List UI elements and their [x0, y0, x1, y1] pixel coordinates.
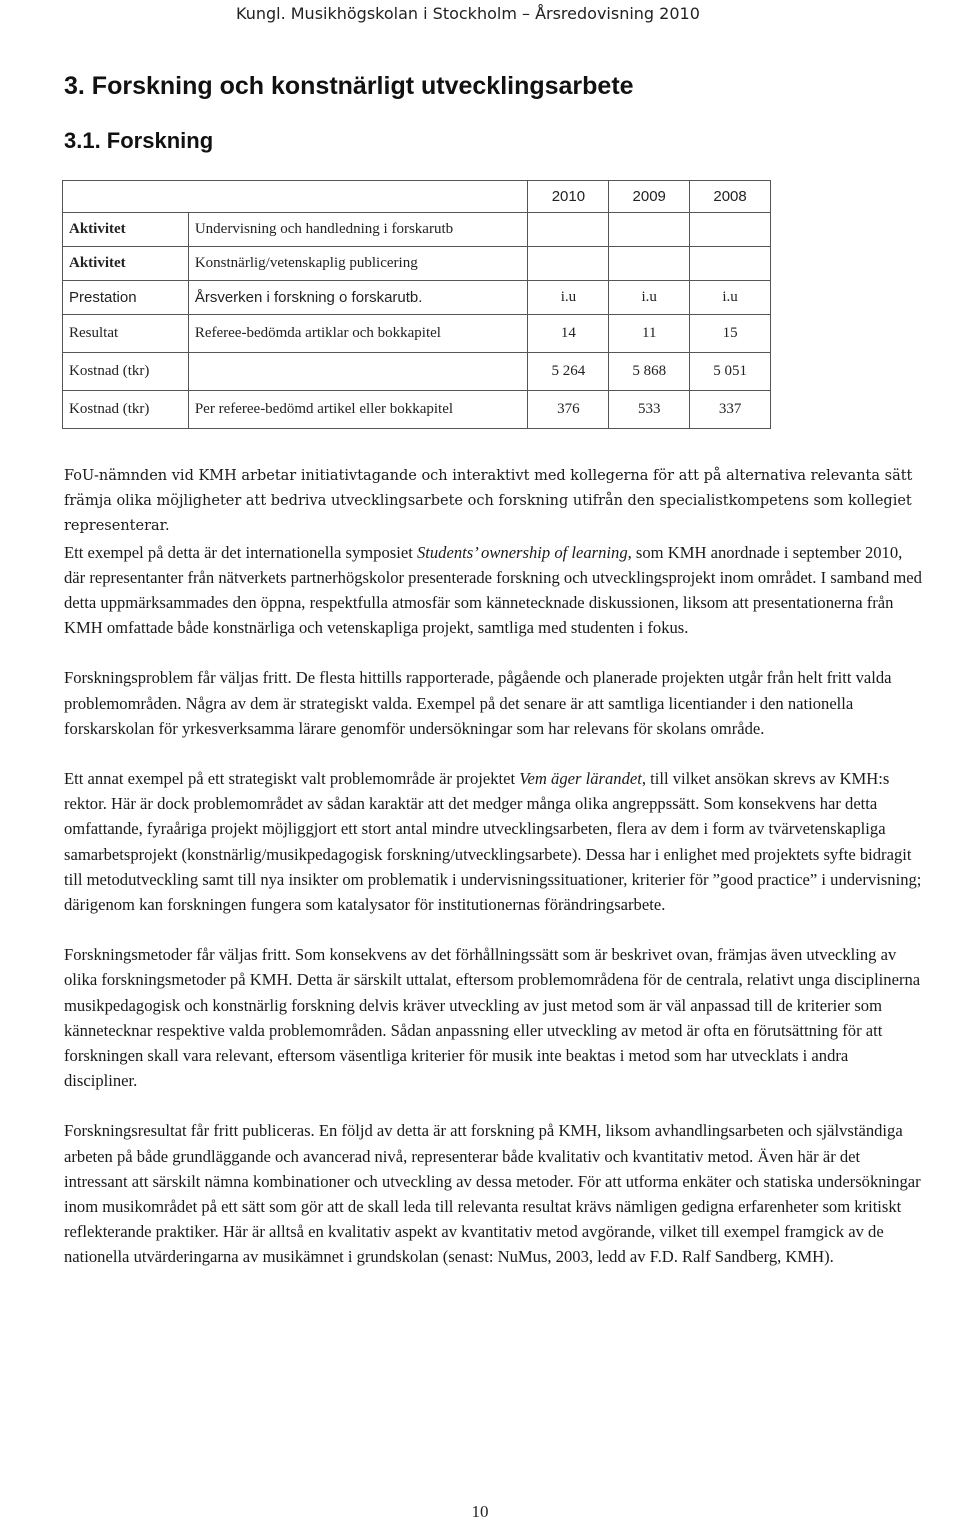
row-value: 5 264	[528, 353, 609, 391]
table-header-cell	[63, 181, 189, 213]
table-header-cell	[188, 181, 528, 213]
row-value	[609, 213, 690, 247]
project-title: Vem äger lärandet	[519, 769, 642, 789]
page-number: 10	[471, 1502, 489, 1521]
paragraph-text: Forskningsresultat får fritt publiceras. En följd av detta är att forskning på KMH, liksom avhandlingsarbeten och självständiga arbeten på både grundläggande och avancerad nivå, representerar både kvalitativ och kvantitativ metod. Även här är det intressant att särskilt nämna kombinationer och utveckling av dessa metoder. För att utforma enkäter och statiska undersökningar inom musikområdet på ett sätt som gör att de skall leda till relevanta resultat krävs nämligen gedigna erfarenheter som kritiskt reflekterande praktiker. Här är alltså en kvalitativ aspekt av kvantitativ metod avgörande, vilket till exempel framgick av de nationella utvärderingarna av musikämnet i grundskolan (senast: NuMus, 2003, ledd av F.D. Ralf Sandberg, KMH).	[64, 1121, 921, 1267]
subsection-heading: 3.1. Forskning	[64, 128, 214, 153]
row-value: i.u	[609, 281, 690, 315]
row-value: 15	[690, 315, 771, 353]
row-label: Kostnad (tkr)	[63, 391, 189, 429]
symposium-title: Students’ ownership of learning	[416, 542, 628, 562]
paragraph	[64, 766, 924, 917]
table-row	[63, 281, 771, 315]
paragraph-text: Forskningsmetoder får väljas fritt. Som konsekvens av det förhållningssätt som är beskrivet ovan, främjas även utveckling av olika forskningsmetoder på KMH. Detta är särskilt uttalat, eftersom problemområdena för de centrala, relativt unga disciplinerna musikpedagogisk och konstnärlig forskning delvis kräver utveckling av just metod som är väl anpassad till de kriterier som kännetecknar respektive valda problemområden. Sådan anpassning eller utveckling av metod är ofta en förutsättning för att forskningen skall vara relevant, eftersom väsentliga kriterier för musik inte beaktas i metod som har utvecklats i andra discipliner.	[64, 945, 921, 1091]
row-value	[690, 247, 771, 281]
running-header: Kungl. Musikhögskolan i Stockholm – Årsredovisning 2010	[236, 4, 700, 23]
row-description: Årsverken i forskning o forskarutb.	[188, 281, 528, 315]
paragraph	[64, 464, 924, 540]
body-text	[64, 464, 924, 1295]
table-row	[63, 213, 771, 247]
table-row	[63, 391, 771, 429]
row-label: Aktivitet	[63, 247, 189, 281]
row-value: i.u	[528, 281, 609, 315]
row-description: Per referee-bedömd artikel eller bokkapitel	[188, 391, 528, 429]
row-value: 5 868	[609, 353, 690, 391]
paragraph-text: FoU-nämnden vid KMH arbetar initiativtagande och interaktivt med kollegerna för att på alternativa relevanta sätt främja olika möjligheter att bedriva utvecklingsarbete och forskning utifrån den specialistkompetens som kollegiet representerar.	[64, 468, 913, 535]
row-value: 376	[528, 391, 609, 429]
row-value: 5 051	[690, 353, 771, 391]
paragraph-text: , till vilket ansökan skrevs av KMH:s rektor. Här är dock problemområdet av sådan karaktär att det medger många olika angreppssätt. Som konsekvens har detta omfattande, fyraåriga projekt möjliggjort ett stort antal mindre utvecklingsarbeten, flera av dem i form av tvärvetenskapliga samarbetsprojekt (konstnärlig/musikpedagogisk forskning/utvecklingsarbete). Dessa har i enlighet med projektets syfte bidragit till metodutveckling samt till nya insikter om problematik i undervisningssituationer, kriterier för ”good practice” i undervisning; därigenom kan forskningen fungera som katalysator för institutionernas förändringsarbete.	[64, 769, 922, 915]
table-header-row	[63, 181, 771, 213]
row-label: Kostnad (tkr)	[63, 353, 189, 391]
year-header: 2008	[690, 181, 771, 213]
row-value	[528, 247, 609, 281]
row-value	[609, 247, 690, 281]
research-stats-table	[62, 180, 771, 429]
table-row	[63, 315, 771, 353]
row-label: Prestation	[63, 281, 189, 315]
row-value	[690, 213, 771, 247]
row-label: Resultat	[63, 315, 189, 353]
paragraph-text: , som KMH anordnade i september 2010, där representanter från nätverkets partnerhögskolor presenterade forskning och utvecklingsprojekt inom området. I samband med detta uppmärksammades den öppna, respektfulla atmosfär som kännetecknade diskussionen, liksom att presentationerna från KMH omfattade både konstnärliga och vetenskapliga projekt, samtliga med studenten i fokus.	[64, 542, 922, 638]
year-header: 2009	[609, 181, 690, 213]
paragraph	[64, 540, 924, 641]
row-value: 337	[690, 391, 771, 429]
row-description: Undervisning och handledning i forskarutb	[188, 213, 528, 247]
row-label: Aktivitet	[63, 213, 189, 247]
row-value: 533	[609, 391, 690, 429]
year-header: 2010	[528, 181, 609, 213]
paragraph	[64, 942, 924, 1093]
row-description	[188, 353, 528, 391]
row-description: Referee-bedömda artiklar och bokkapitel	[188, 315, 528, 353]
paragraph-text: Ett annat exempel på ett strategiskt valt problemområde är projektet	[64, 769, 520, 789]
row-value	[528, 213, 609, 247]
row-value: i.u	[690, 281, 771, 315]
paragraph-text: Ett exempel på detta är det internationella symposiet	[64, 542, 417, 562]
paragraph-text: Forskningsproblem får väljas fritt. De flesta hittills rapporterade, pågående och planerade projekten utgår från helt fritt valda problemområden. Några av dem är strategiskt valda. Exempel på det senare är att samtliga licentiander i den nationella forskarskolan för yrkesverksamma lärare genomför undersökningar som har relevans för skolans område.	[64, 668, 892, 738]
section-heading: 3. Forskning och konstnärligt utvecklingsarbete	[64, 72, 634, 100]
table-row	[63, 247, 771, 281]
paragraph	[64, 1118, 924, 1269]
paragraph	[64, 665, 924, 741]
row-description: Konstnärlig/vetenskaplig publicering	[188, 247, 528, 281]
table-row	[63, 353, 771, 391]
row-value: 11	[609, 315, 690, 353]
row-value: 14	[528, 315, 609, 353]
